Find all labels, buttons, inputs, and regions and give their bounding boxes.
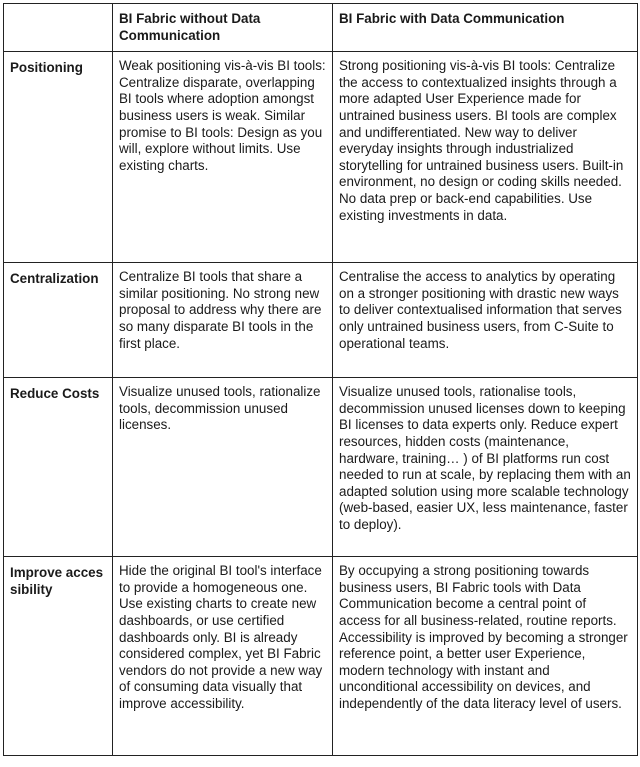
table-row xyxy=(4,378,638,557)
row-label-centralization: Centralization xyxy=(4,263,113,378)
cell-without: Visualize unused tools, rationalize tools, decommission unused licenses. xyxy=(113,378,333,557)
table-row xyxy=(4,263,638,378)
header-corner-cell xyxy=(4,4,113,52)
cell-with: Visualize unused tools, rationalise tools, decommission unused licenses down to keeping BI licenses to data experts only. Reduce expert resources, hidden costs (maintenance, hardware, training… ) of BI platforms run cost needed to run at scale, by replacing them with an adapted solution using more scalable technology (web-based, easier UX, less maintenance, faster to deploy). xyxy=(333,378,638,557)
row-label-positioning: Positioning xyxy=(4,52,113,263)
cell-with: By occupying a strong positioning towards business users, BI Fabric tools with Data Communication become a central point of access for all business-related, routine reports. Accessibility is improved by becoming a stronger reference point, a better user Experience, modern technology with instant and unconditional accessibility on devices, and independently of the data literacy level of users. xyxy=(333,557,638,756)
header-with-data-communication: BI Fabric with Data Communication xyxy=(333,4,638,52)
table-row xyxy=(4,52,638,263)
row-label-improve-accessibility: Improve accessibility xyxy=(4,557,113,756)
cell-without: Centralize BI tools that share a similar positioning. No strong new proposal to address why there are so many disparate BI tools in the first place. xyxy=(113,263,333,378)
header-row xyxy=(4,4,638,52)
header-without-data-communication: BI Fabric without Data Communication xyxy=(113,4,333,52)
cell-without: Weak positioning vis-à-vis BI tools: Centralize disparate, overlapping BI tools where adoption amongst business users is weak. Similar promise to BI tools: Design as you will, explore without limits. Use existing charts. xyxy=(113,52,333,263)
cell-with: Centralise the access to analytics by operating on a stronger positioning with drastic new ways to deliver contextualised information that serves only untrained business users, from C-Suite to operational teams. xyxy=(333,263,638,378)
row-label-reduce-costs: Reduce Costs xyxy=(4,378,113,557)
cell-without: Hide the original BI tool's interface to provide a homogeneous one. Use existing charts to create new dashboards, or use certified dashboards only. BI is already considered complex, yet BI Fabric vendors do not provide a new way of consuming data visually that improve accessibility. xyxy=(113,557,333,756)
comparison-table xyxy=(3,3,638,756)
comparison-table-container xyxy=(3,3,637,756)
table-row xyxy=(4,557,638,756)
cell-with: Strong positioning vis-à-vis BI tools: Centralize the access to contextualized insights through a more adapted User Experience made for untrained business users. BI tools are complex and undifferentiated. New way to deliver everyday insights through industrialized storytelling for untrained business users. Built-in environment, no design or coding skills needed. No data prep or back-end capabilities. Use existing investments in data. xyxy=(333,52,638,263)
